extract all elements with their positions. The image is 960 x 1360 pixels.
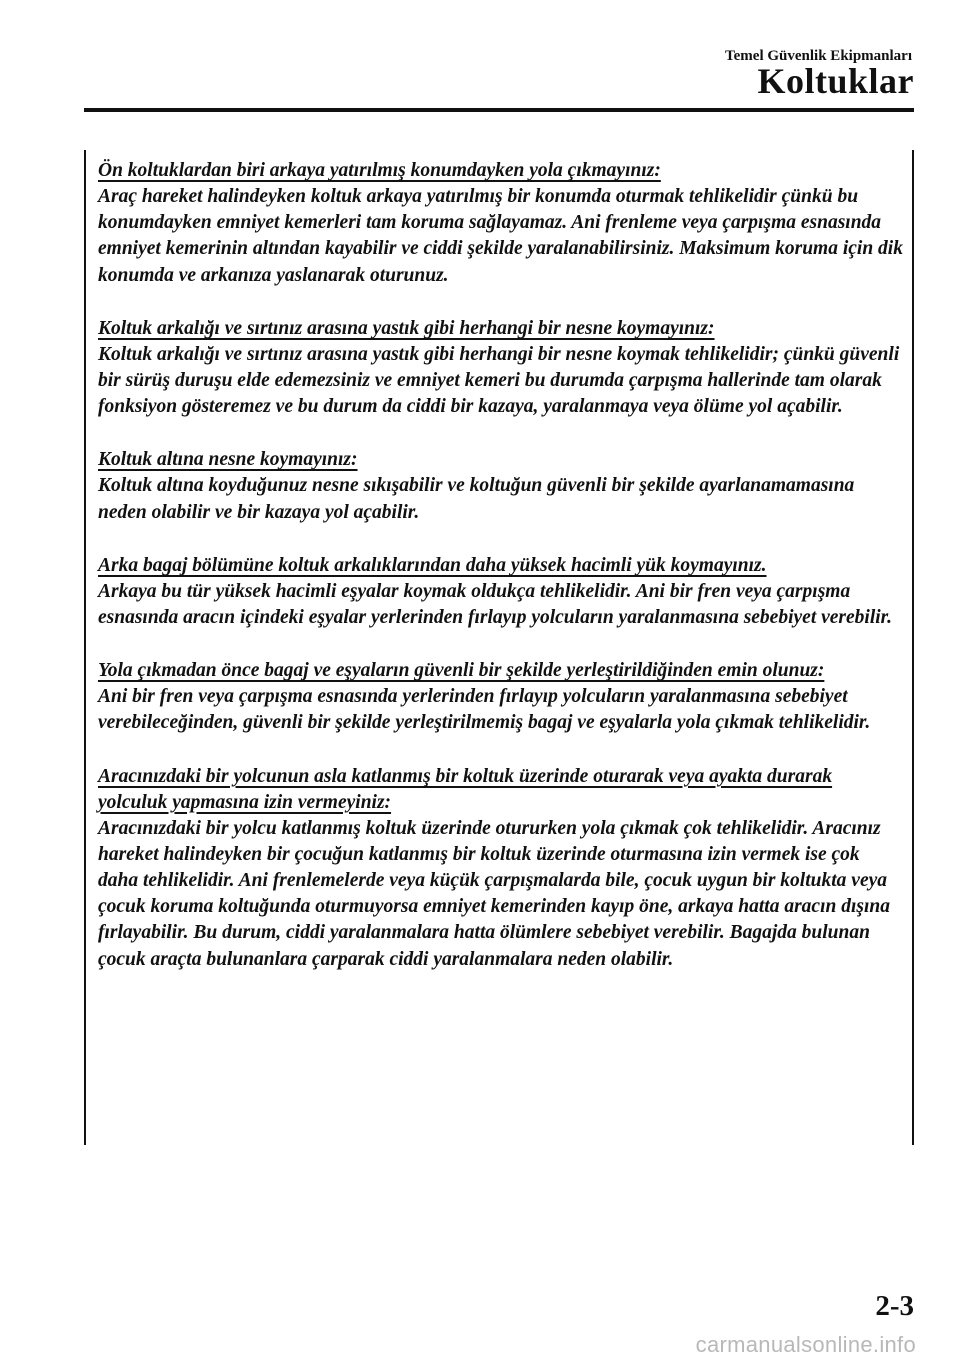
header-divider	[84, 108, 914, 112]
warning-heading: Ön koltuklardan biri arkaya yatırılmış konumdayken yola çıkmayınız:	[98, 160, 661, 181]
warning-box-left-border	[84, 150, 86, 1145]
warning-block	[98, 658, 903, 736]
page-number: 2-3	[875, 1290, 914, 1322]
warning-heading: Arka bagaj bölümüne koltuk arkalıklarından daha yüksek hacimli yük koymayınız.	[98, 554, 767, 576]
warning-text: Koltuk arkalığı ve sırtınız arasına yastık gibi herhangi bir nesne koymak tehlikelidir; çünkü güvenli bir sürüş duruşu elde edemezsiniz ve emniyet kemeri bu durumda çarpışma hallerinde tam olarak fonksiyon gösteremez ve bu durum da ciddi bir kazaya, yaralanmaya veya ölüme yol açabilir.	[98, 343, 900, 418]
warning-box-right-border	[912, 150, 914, 1145]
warning-text: Aracınızdaki bir yolcu katlanmış koltuk üzerinde otururken yola çıkmak çok tehlikelidir. Aracınız hareket halindeyken bir çocuğun katlanmış bir koltuk üzerinde oturmasına izin vermek ise çok daha tehlikelidir. Ani frenlemelerde veya küçük çarpışmalarda bile, çocuk uygun bir koltukta veya çocuk koruma koltuğunda oturmuyorsa emniyet kemerinden kayıp öne, arkaya hatta aracın dışına fırlayabilir. Bu durum, ciddi yaralanmalara hatta ölümlere sebebiyet verebilir. Bagajda bulunan çocuk araçta bulunanlara çarparak ciddi yaralanmalara neden olabilir.	[98, 817, 890, 970]
warning-heading: Koltuk altına nesne koymayınız:	[98, 449, 358, 471]
warning-heading: Koltuk arkalığı ve sırtınız arasına yastık gibi herhangi bir nesne koymayınız:	[98, 317, 715, 339]
section-title: Temel Güvenlik Ekipmanları	[725, 48, 912, 64]
warning-box	[98, 158, 903, 1000]
warning-heading: Yola çıkmadan önce bagaj ve eşyaların güvenli bir şekilde yerleştirildiğinden emin olunuz:	[98, 660, 825, 682]
warning-block	[98, 447, 903, 525]
warning-text: Koltuk altına koyduğunuz nesne sıkışabilir ve koltuğun güvenli bir şekilde ayarlanamamasına neden olabilir ve bir kazaya yol açabilir.	[98, 475, 855, 523]
warning-block	[98, 764, 903, 973]
watermark-text: carmanualsonline.info	[695, 1332, 916, 1357]
warning-text: Araç hareket halindeyken koltuk arkaya yatırılmış bir konumda oturmak tehlikelidir çünkü bu konumdayken emniyet kemerleri tam koruma sağlayamaz. Ani frenleme veya çarpışma esnasında emniyet kemerinin altından kayabilir ve ciddi şekilde yaralanabilirsiniz. Maksimum koruma için dik konumda ve arkanıza yaslanarak oturunuz.	[98, 186, 903, 286]
warning-block	[98, 316, 903, 421]
warning-text: Arkaya bu tür yüksek hacimli eşyalar koymak oldukça tehlikelidir. Ani bir fren veya çarpışma esnasında aracın içindeki eşyalar yerlerinden fırlayıp yolcuların yaralanmasına sebebiyet verebilir.	[98, 580, 893, 629]
warning-block	[98, 158, 903, 289]
page-title: Koltuklar	[757, 61, 914, 101]
warning-block	[98, 553, 903, 631]
warning-text: Ani bir fren veya çarpışma esnasında yerlerinden fırlayıp yolcuların yaralanmasına sebebiyet verebileceğinden, güvenli bir şekilde yerleştirilmemiş bagaj ve eşyalarla yola çıkmak tehlikelidir.	[98, 686, 871, 734]
warning-heading: Aracınızdaki bir yolcunun asla katlanmış bir koltuk üzerinde oturarak veya ayakta durarak yolculuk yapmasına izin vermeyiniz:	[98, 765, 833, 813]
